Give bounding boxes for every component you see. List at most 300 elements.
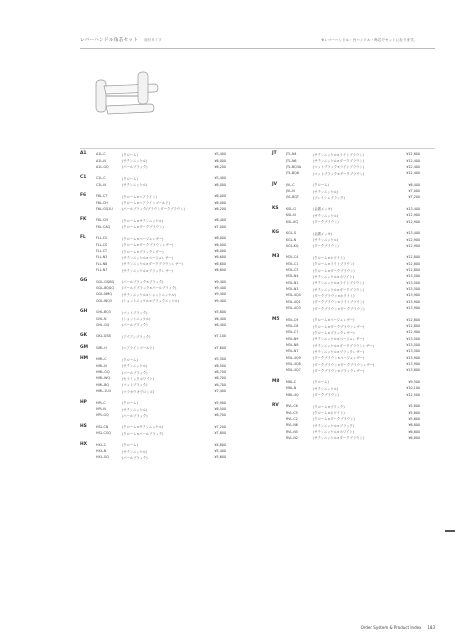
product-sku: M3L-C1 bbox=[286, 261, 299, 266]
product-color: (サテンニッケル) bbox=[122, 449, 148, 454]
product-price: ¥13,900 bbox=[406, 362, 420, 367]
product-price: ¥9,400 bbox=[214, 298, 226, 303]
product-sku: KGL-G bbox=[286, 231, 297, 236]
product-color: (ブレイシュブラック) bbox=[313, 195, 345, 200]
product-price: ¥13,400 bbox=[406, 231, 420, 236]
product-color: (サテンニッケル×ブラックレザー) bbox=[122, 268, 173, 273]
product-price: ¥13,500 bbox=[406, 349, 420, 354]
product-sku: GKL-GSB bbox=[96, 334, 111, 339]
product-sku: FLL-CV bbox=[96, 236, 108, 241]
product-price: ¥12,800 bbox=[406, 255, 420, 260]
product-sku: GHL-BQ3 bbox=[96, 310, 111, 315]
product-color: (クローム×ホワイト) bbox=[313, 411, 345, 416]
product-color: (クローム×ダークブラウンレザー) bbox=[313, 324, 365, 329]
product-sku: KSL-KQ bbox=[286, 219, 298, 224]
product-color: (サテンニッケル×ライトブラウン) bbox=[313, 281, 364, 286]
product-price: ¥6,600 bbox=[214, 261, 226, 266]
product-price: ¥9,400 bbox=[214, 279, 226, 284]
product-price: ¥9,400 bbox=[214, 285, 226, 290]
product-price: ¥7,800 bbox=[214, 431, 226, 436]
group-code: HX bbox=[80, 441, 88, 447]
product-row bbox=[272, 243, 437, 249]
product-color: (サテンニッケル×ライトブラウン) bbox=[313, 152, 364, 157]
product-price: ¥5,600 bbox=[214, 455, 226, 460]
product-color: (パールブラック×ブラック) bbox=[122, 280, 164, 285]
product-sku: KGL-KQ bbox=[286, 243, 299, 248]
product-color: (ダークブラウン×ブラックレザー) bbox=[313, 368, 365, 373]
product-sku: HML-1U4 bbox=[96, 389, 111, 394]
product-price: ¥6,800 bbox=[408, 423, 420, 428]
product-price: ¥7,000 bbox=[408, 189, 420, 194]
product-sku: M8L-N bbox=[286, 386, 297, 391]
product-sku: RVL-C5 bbox=[286, 410, 298, 415]
product-sku: GML-H bbox=[96, 345, 107, 350]
product-sku: M3L-C4 bbox=[286, 255, 299, 260]
product-sku: M5L-4Q8 bbox=[286, 362, 301, 367]
product-sku: M5L-4Q7 bbox=[286, 368, 301, 373]
product-color: (ダークブラウン×ライトブラウン) bbox=[313, 300, 365, 305]
product-row bbox=[272, 435, 437, 441]
product-group bbox=[272, 379, 437, 398]
product-color: (パールブラック) bbox=[122, 455, 148, 460]
product-price: ¥5,400 bbox=[214, 176, 226, 181]
group-code: RV bbox=[272, 403, 279, 408]
product-color: (クローム×ダークブラウンレザー) bbox=[122, 243, 174, 248]
product-price: ¥5,900 bbox=[214, 400, 226, 405]
product-color: (パールブラック/ブラウンダークブラウン) bbox=[122, 207, 185, 212]
product-price: ¥5,800 bbox=[408, 410, 420, 415]
product-price: ¥5,800 bbox=[408, 404, 420, 409]
product-color: (サテンニッケル) bbox=[313, 213, 339, 218]
product-color: (クローム×サテンニッケル) bbox=[122, 425, 164, 430]
product-row bbox=[80, 412, 240, 418]
product-sku: KSL-G bbox=[286, 206, 296, 211]
product-row bbox=[80, 297, 240, 303]
product-price: ¥6,400 bbox=[408, 182, 420, 187]
product-color: (サテンニッケル×ダークブラウン) bbox=[313, 159, 365, 164]
product-sku: KGL-N bbox=[286, 237, 297, 242]
product-color: (クローム×ベージュレザー) bbox=[313, 318, 355, 323]
group-code: F6 bbox=[80, 193, 87, 199]
product-group bbox=[80, 309, 240, 328]
group-code: KS bbox=[272, 205, 279, 211]
product-group bbox=[272, 403, 437, 441]
group-code: M3 bbox=[272, 254, 280, 260]
product-color: (サテンニッケル) bbox=[122, 183, 148, 188]
product-price: ¥5,800 bbox=[214, 310, 226, 315]
product-price: ¥5,800 bbox=[408, 416, 420, 421]
product-price: ¥13,900 bbox=[406, 306, 420, 311]
product-color: (ダークブラウン×ダークブラウンレザー) bbox=[313, 362, 375, 367]
product-sku: M5L-N9 bbox=[286, 336, 299, 341]
product-row bbox=[272, 391, 437, 397]
product-sku: M5L-4Q9 bbox=[286, 355, 301, 360]
product-group bbox=[80, 442, 240, 461]
product-price: ¥7,200 bbox=[408, 195, 420, 200]
product-color: (クローム) bbox=[122, 176, 138, 181]
product-price: ¥4,800 bbox=[214, 442, 226, 447]
group-code: HP bbox=[80, 399, 87, 405]
product-group bbox=[272, 254, 437, 311]
page-footer bbox=[361, 625, 435, 630]
product-price: ¥6,500 bbox=[214, 363, 226, 368]
product-row bbox=[272, 218, 437, 224]
product-color: (クローム) bbox=[122, 152, 138, 157]
product-price: ¥6,400 bbox=[214, 218, 226, 223]
group-code: HS bbox=[80, 423, 87, 429]
product-price: ¥12,900 bbox=[406, 219, 420, 224]
product-sku: F6L-CT bbox=[96, 194, 108, 199]
product-color: (クローム×ダークブラウン) bbox=[313, 417, 355, 422]
product-sku: HXL-C bbox=[96, 442, 107, 447]
product-price: ¥7,000 bbox=[214, 224, 226, 229]
product-price: ¥6,000 bbox=[214, 249, 226, 254]
product-color: (サテンニッケル×ダークブラウンレザー) bbox=[313, 343, 374, 348]
product-color: (ダークブラウン) bbox=[313, 220, 339, 225]
right-product-column bbox=[272, 151, 437, 446]
product-group bbox=[272, 182, 437, 201]
product-price: ¥13,500 bbox=[406, 343, 420, 348]
product-price: ¥13,800 bbox=[406, 368, 420, 373]
group-code: HM bbox=[80, 356, 89, 362]
product-color: (クローム×ベージュレザー) bbox=[122, 236, 164, 241]
product-sku: M8L-4Q bbox=[286, 392, 299, 397]
product-price: ¥6,700 bbox=[214, 413, 226, 418]
group-code: FK bbox=[80, 217, 87, 223]
product-price: ¥13,400 bbox=[406, 206, 420, 211]
product-color: (パールブラック) bbox=[122, 165, 148, 170]
product-row bbox=[80, 454, 240, 460]
product-price: ¥6,000 bbox=[214, 200, 226, 205]
group-code: GG bbox=[80, 278, 88, 284]
product-sku: RVL-N6 bbox=[286, 423, 298, 428]
product-row bbox=[80, 322, 240, 328]
product-color: (サテンニッケル×ベージュレザー) bbox=[313, 337, 364, 342]
group-code: GM bbox=[80, 344, 88, 350]
product-price: ¥5,400 bbox=[214, 449, 226, 454]
product-color: (クローム) bbox=[313, 183, 329, 188]
product-color: (ダークブラウン×ダークブラウン) bbox=[313, 306, 365, 311]
product-sku: JVL-C bbox=[286, 182, 295, 187]
page-header bbox=[80, 37, 435, 47]
product-price: ¥12,500 bbox=[406, 392, 420, 397]
product-sku: FKL-CAQ bbox=[96, 224, 111, 229]
product-color: (サテンニッケル) bbox=[122, 159, 148, 164]
product-color: (サテンニッケル×ホワイト) bbox=[313, 430, 355, 435]
product-row bbox=[80, 430, 240, 436]
product-price: ¥6,700 bbox=[214, 370, 226, 375]
product-sku: M3L-4Q3 bbox=[286, 306, 301, 311]
product-sku: GGL-8QGQ bbox=[96, 285, 114, 290]
product-color: (サテンニッケル) bbox=[313, 238, 339, 243]
product-color: (サテンニッケル×ホワイト) bbox=[313, 274, 355, 279]
product-sku: HPL-GQ bbox=[96, 413, 109, 418]
product-color: (クローム×ダークブラウン) bbox=[313, 268, 355, 273]
product-sku: HXL-GQ bbox=[96, 455, 109, 460]
product-price: ¥12,800 bbox=[406, 324, 420, 329]
product-color: (マットブラック×ダークブラウン) bbox=[313, 171, 365, 176]
product-sku: JTL-BQ6 bbox=[286, 171, 299, 176]
product-price: ¥6,200 bbox=[214, 206, 226, 211]
product-row bbox=[80, 164, 240, 170]
page-edge-marker bbox=[445, 530, 455, 532]
product-sku: M3L-N3 bbox=[286, 287, 299, 292]
product-price: ¥7,200 bbox=[214, 424, 226, 429]
product-sku: M5L-N8 bbox=[286, 343, 299, 348]
product-price: ¥12,400 bbox=[406, 158, 420, 163]
product-price: ¥13,900 bbox=[406, 293, 420, 298]
product-row bbox=[80, 182, 240, 188]
product-sku: GGL-WQ3 bbox=[96, 298, 112, 303]
product-price: ¥12,800 bbox=[406, 152, 420, 157]
product-row bbox=[272, 305, 437, 311]
product-color: (サテンニッケル×ブラックレザー) bbox=[313, 349, 364, 354]
product-price: ¥6,800 bbox=[408, 435, 420, 440]
product-sku: JVL-BQT bbox=[286, 195, 299, 200]
product-group bbox=[80, 278, 240, 303]
product-color: (サテンニッケル×ブラック) bbox=[313, 423, 355, 428]
group-code: A1 bbox=[80, 151, 87, 156]
product-sku: M5L-C8 bbox=[286, 324, 299, 329]
group-code: KG bbox=[272, 230, 280, 235]
product-sku: HML-C bbox=[96, 357, 107, 362]
product-price: ¥6,000 bbox=[214, 194, 226, 199]
product-color: (マラカウオブロンズ) bbox=[122, 389, 155, 394]
product-color: (サテンニッケル) bbox=[313, 386, 339, 391]
product-sku: FLL-CS bbox=[96, 242, 108, 247]
product-color: (ショットニッケル) bbox=[122, 317, 151, 322]
product-row bbox=[80, 333, 240, 339]
product-color: (ショットニッケル×ブラックニッケル) bbox=[122, 299, 180, 304]
product-row bbox=[80, 267, 240, 273]
product-price: ¥12,800 bbox=[406, 317, 420, 322]
product-sku: C1L-C bbox=[96, 176, 106, 181]
product-price: ¥6,000 bbox=[214, 182, 226, 187]
group-code: JV bbox=[272, 181, 278, 187]
product-price: ¥6,000 bbox=[214, 158, 226, 163]
product-sku: RVL-C2 bbox=[286, 416, 298, 421]
product-price: ¥12,900 bbox=[406, 237, 420, 242]
product-price: ¥12,900 bbox=[406, 213, 420, 218]
product-group bbox=[80, 356, 240, 394]
product-row bbox=[80, 206, 240, 212]
product-color: (サテンニッケル×ダークブラウン) bbox=[313, 436, 365, 441]
product-sku: HML-WQ bbox=[96, 376, 111, 381]
product-price: ¥5,500 bbox=[214, 357, 226, 362]
product-sku: M5L-N7 bbox=[286, 349, 299, 354]
product-price: ¥6,400 bbox=[214, 322, 226, 327]
product-color: (セラミックホワイト) bbox=[122, 376, 155, 381]
product-sku: HPL-C bbox=[96, 400, 106, 405]
product-sku: GHL-GQ bbox=[96, 322, 110, 327]
product-price: ¥13,900 bbox=[406, 299, 420, 304]
product-color: (ゴールドブラック×パールブラック) bbox=[122, 286, 177, 291]
product-price: ¥6,600 bbox=[214, 268, 226, 273]
product-color: (ヘアラインゴールド) bbox=[122, 346, 154, 351]
product-color: (クローム) bbox=[122, 357, 138, 362]
product-sku: M3L-4Q4 bbox=[286, 293, 301, 298]
product-sku: M3L-N4 bbox=[286, 274, 299, 279]
group-code: FL bbox=[80, 235, 86, 241]
product-sku: FLL-N3 bbox=[96, 255, 108, 260]
product-color: (ダークブラウン×ホワイト) bbox=[313, 293, 355, 298]
product-price: ¥10,100 bbox=[406, 386, 420, 391]
product-color: (クローム×ホワイト) bbox=[313, 255, 345, 260]
header-rule bbox=[80, 48, 435, 49]
product-color: (サテンニッケル) bbox=[122, 407, 148, 412]
group-code: JT bbox=[272, 151, 277, 156]
product-sku: A1L-C bbox=[96, 152, 106, 157]
product-group bbox=[80, 151, 240, 170]
product-color: (パールブラック) bbox=[122, 413, 148, 418]
product-row bbox=[272, 367, 437, 373]
product-sku: M3L-C3 bbox=[286, 268, 299, 273]
product-price: ¥6,600 bbox=[214, 255, 226, 260]
product-price: ¥9,400 bbox=[214, 292, 226, 297]
product-color: (サテンニッケル×ベージュレザー) bbox=[122, 255, 173, 260]
product-color: (サテンニッケル) bbox=[122, 364, 148, 369]
product-color: (クローム×ヘアライン) bbox=[122, 194, 157, 199]
product-row bbox=[272, 170, 437, 176]
product-sku: FKL-CN bbox=[96, 218, 108, 223]
product-sku: M5L-C9 bbox=[286, 317, 299, 322]
product-sku: GHL-N bbox=[96, 316, 107, 321]
product-sku: C1L-N bbox=[96, 182, 106, 187]
product-sku: A1L-GQ bbox=[96, 164, 109, 169]
product-color: (クローム×パールブラック) bbox=[122, 431, 164, 436]
product-price: ¥6,400 bbox=[214, 316, 226, 321]
product-color: (パールブラック) bbox=[122, 370, 148, 375]
product-group bbox=[80, 345, 240, 351]
product-color: (金鍍メッキ) bbox=[313, 231, 333, 236]
product-sku: M8L-C bbox=[286, 379, 297, 384]
footer-label: Order System & Product Index bbox=[360, 625, 422, 630]
product-price: ¥6,500 bbox=[214, 407, 226, 412]
product-sku: HML-N bbox=[96, 363, 107, 368]
product-price: ¥6,700 bbox=[214, 382, 226, 387]
product-color: (サテンニッケル) bbox=[313, 189, 339, 194]
product-color: (マットブラック×ライトブラウン) bbox=[313, 165, 364, 170]
product-sku: HML-BQ bbox=[96, 382, 110, 387]
product-sku: HSL-CN bbox=[96, 424, 109, 429]
product-sku: JTL-N6 bbox=[286, 158, 297, 163]
set-note: ※レバーハンドル・台ハンドル・角芯でセットになります。 bbox=[321, 38, 417, 42]
product-sku: RVL-N5 bbox=[286, 429, 298, 434]
product-price: ¥6,000 bbox=[214, 242, 226, 247]
lever-handle-image bbox=[92, 66, 162, 124]
product-group bbox=[272, 151, 437, 176]
group-code: GK bbox=[80, 333, 88, 339]
product-group bbox=[80, 333, 240, 339]
product-sku: GGL-GQBQ bbox=[96, 279, 115, 284]
product-price: ¥6,000 bbox=[214, 236, 226, 241]
product-price: ¥9,500 bbox=[408, 379, 420, 384]
product-row bbox=[80, 224, 240, 230]
product-color: (クローム×ライトブラウン) bbox=[313, 262, 355, 267]
product-color: (マットブラック) bbox=[122, 310, 148, 315]
product-price: ¥6,200 bbox=[214, 164, 226, 169]
product-group bbox=[80, 235, 240, 273]
product-color: (クローム×ブラックレザー) bbox=[122, 249, 164, 254]
product-color: (マットブラック) bbox=[122, 383, 148, 388]
product-color: (ダークブラウン) bbox=[313, 393, 339, 398]
page-subtitle: 面付タイプ bbox=[144, 38, 163, 42]
page-number: 183 bbox=[427, 625, 435, 630]
product-group bbox=[272, 230, 437, 249]
product-sku: FLL-CT bbox=[96, 249, 108, 254]
product-price: ¥6,800 bbox=[408, 429, 420, 434]
product-sku: FLL-N7 bbox=[96, 268, 108, 273]
product-sku: GGL-NMQ bbox=[96, 292, 112, 297]
product-sku: A1L-N bbox=[96, 158, 106, 163]
product-sku: HML-GQ bbox=[96, 370, 110, 375]
product-sku: M3L-N1 bbox=[286, 280, 299, 285]
product-sku: M5L-C7 bbox=[286, 330, 299, 335]
product-price: ¥13,500 bbox=[406, 287, 420, 292]
product-group bbox=[272, 206, 437, 225]
product-sku: M3L-4Q1 bbox=[286, 299, 301, 304]
product-color: (パールブラック) bbox=[122, 323, 148, 328]
group-code: C1 bbox=[80, 175, 87, 181]
product-sku: RVL-N2 bbox=[286, 435, 298, 440]
group-code: M5 bbox=[272, 316, 280, 322]
product-sku: RVL-C6 bbox=[286, 404, 298, 409]
product-price: ¥13,500 bbox=[406, 280, 420, 285]
product-price: ¥12,900 bbox=[406, 330, 420, 335]
product-color: (ダークブラウン) bbox=[313, 244, 339, 249]
product-color: (クローム×ダークブラウン) bbox=[122, 225, 164, 230]
page-title: レバーハンドル角芯セット 面付タイプ bbox=[80, 38, 163, 43]
product-color: (クローム×サテンニッケル) bbox=[122, 218, 164, 223]
section-rule bbox=[80, 148, 435, 149]
product-sku: F6L-GQ1U bbox=[96, 206, 113, 211]
product-group bbox=[272, 317, 437, 374]
product-color: (ダークブラウン×ベージュレザー) bbox=[313, 356, 365, 361]
product-sku: F6L-CH bbox=[96, 200, 108, 205]
product-group bbox=[80, 424, 240, 437]
product-color: (クローム) bbox=[122, 401, 138, 406]
product-price: ¥6,700 bbox=[214, 376, 226, 381]
product-price: ¥7,600 bbox=[214, 345, 226, 350]
product-color: (サテンニッケル×ダークブラウンレザー) bbox=[122, 262, 183, 267]
product-sku: JVL-N bbox=[286, 189, 295, 194]
product-color: (サテンニッケル×ダークブラウン) bbox=[313, 287, 365, 292]
product-row bbox=[80, 345, 240, 351]
product-price: ¥12,800 bbox=[406, 268, 420, 273]
product-price: ¥12,400 bbox=[406, 164, 420, 169]
product-sku: FLL-N8 bbox=[96, 261, 108, 266]
product-price: ¥12,800 bbox=[406, 261, 420, 266]
product-color: (クローム) bbox=[313, 380, 329, 385]
product-price: ¥7,400 bbox=[214, 389, 226, 394]
product-sku: KSL-N bbox=[286, 213, 296, 218]
product-row bbox=[272, 194, 437, 200]
product-sku: JTL-BQ3A bbox=[286, 164, 302, 169]
product-price: ¥12,400 bbox=[406, 171, 420, 176]
product-sku: HPL-N bbox=[96, 407, 106, 412]
product-color: (クローム×ブラックレザー) bbox=[313, 330, 355, 335]
product-sku: JTL-N4 bbox=[286, 152, 297, 157]
product-price: ¥13,500 bbox=[406, 336, 420, 341]
product-color: (アイアンブラック) bbox=[122, 334, 151, 339]
product-color: (サテンニッケル×ショットニッケル) bbox=[122, 292, 176, 297]
product-color: (クローム) bbox=[122, 443, 138, 448]
product-row bbox=[80, 388, 240, 394]
product-group bbox=[80, 193, 240, 212]
product-color: (金鍍メッキ) bbox=[313, 207, 333, 212]
product-sku: HXL-N bbox=[96, 449, 107, 454]
product-price: ¥7,100 bbox=[214, 334, 226, 339]
